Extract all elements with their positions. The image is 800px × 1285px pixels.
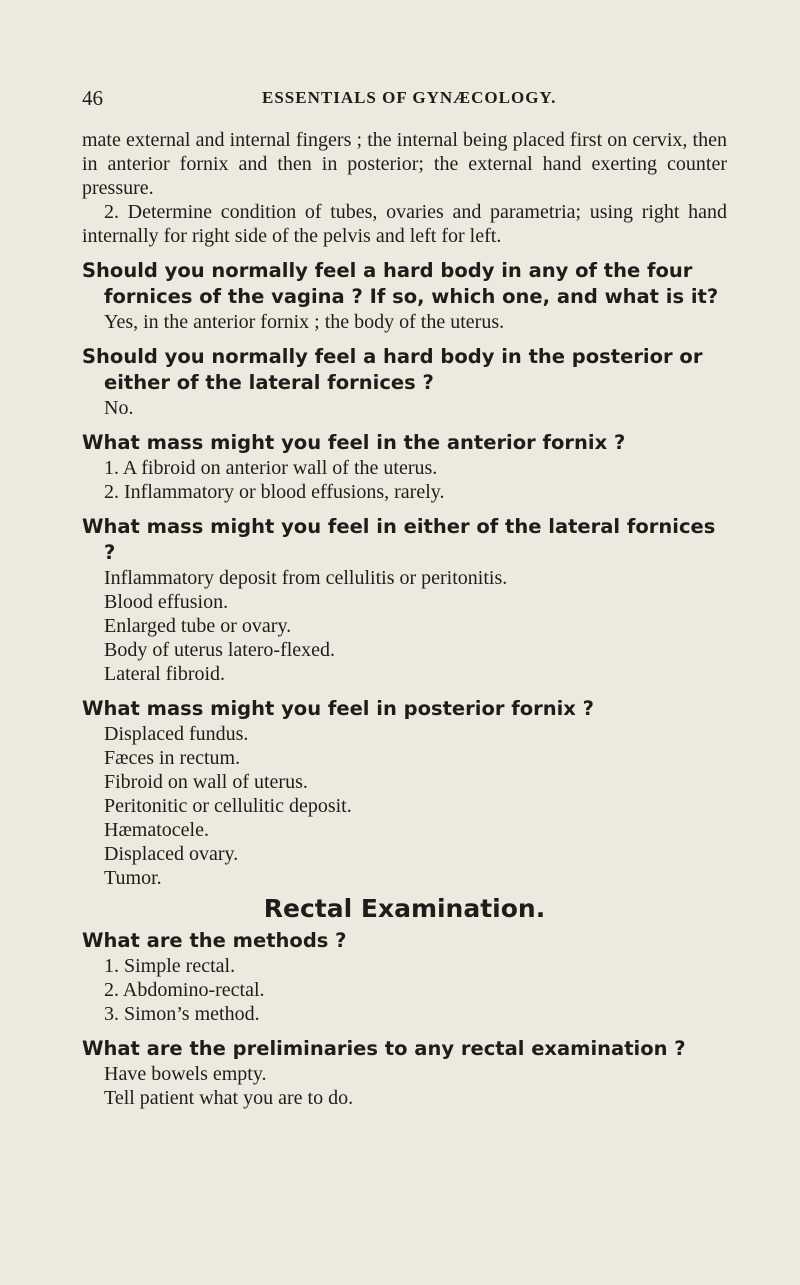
page-header: [82, 86, 722, 116]
answer-6-item: 1. Simple rectal.: [104, 955, 236, 977]
question-6: What are the methods ?: [82, 929, 347, 952]
intro-paragraph-2: 2. Determine condition of tubes, ovaries and parametria; using right hand internally for right side of the pelvis and left for left.: [82, 201, 727, 247]
answer-5-item: Peritonitic or cellulitic deposit.: [104, 795, 352, 817]
question-1: Should you normally feel a hard body in any of the four fornices of the vagina ? If so, which one, and what is it?: [82, 259, 719, 308]
answer-6-item: 3. Simon’s method.: [104, 1003, 260, 1025]
answer-6-item: 2. Abdomino-rectal.: [104, 979, 265, 1001]
answer-5-item: Hæmatocele.: [104, 819, 209, 841]
answer-5-item: Displaced ovary.: [104, 843, 239, 865]
answer-4-item: Inflammatory deposit from cellulitis or peritonitis.: [104, 567, 508, 589]
answer-5-item: Displaced fundus.: [104, 723, 249, 745]
page-number: 46: [82, 86, 103, 110]
answer-3-item: 1. A fibroid on anterior wall of the uterus.: [104, 457, 438, 479]
answer-7-item: Tell patient what you are to do.: [104, 1087, 354, 1109]
answer-5-item: Fibroid on wall of uterus.: [104, 771, 308, 793]
intro-paragraph: mate external and internal fingers ; the internal being placed first on cervix, then in anterior fornix and then in posterior; the external hand exerting counter pressure.: [82, 129, 727, 199]
section-title: Rectal Examination.: [263, 894, 546, 923]
question-4: What mass might you feel in either of the lateral fornices ?: [82, 515, 716, 564]
answer-2: No.: [104, 397, 134, 419]
answer-7-item: Have bowels empty.: [104, 1063, 267, 1085]
answer-4-item: Body of uterus latero-flexed.: [104, 639, 336, 661]
running-head: ESSENTIALS OF GYNÆCOLOGY.: [262, 88, 557, 107]
question-2: Should you normally feel a hard body in the posterior or either of the lateral fornices ?: [82, 345, 703, 394]
answer-5-item: Tumor.: [104, 867, 162, 889]
question-7: What are the preliminaries to any rectal examination ?: [82, 1037, 686, 1060]
answer-4-item: Enlarged tube or ovary.: [104, 615, 292, 637]
answer-4-item: Blood effusion.: [104, 591, 229, 613]
answer-5-item: Fæces in rectum.: [104, 747, 241, 769]
answer-1: Yes, in the anterior fornix ; the body of the uterus.: [104, 311, 505, 333]
page-body: [82, 128, 727, 1110]
answer-3-item: 2. Inflammatory or blood effusions, rarely.: [104, 481, 445, 503]
answer-4-item: Lateral fibroid.: [104, 663, 226, 685]
question-5: What mass might you feel in posterior fornix ?: [82, 697, 594, 720]
question-3: What mass might you feel in the anterior fornix ?: [82, 431, 626, 454]
